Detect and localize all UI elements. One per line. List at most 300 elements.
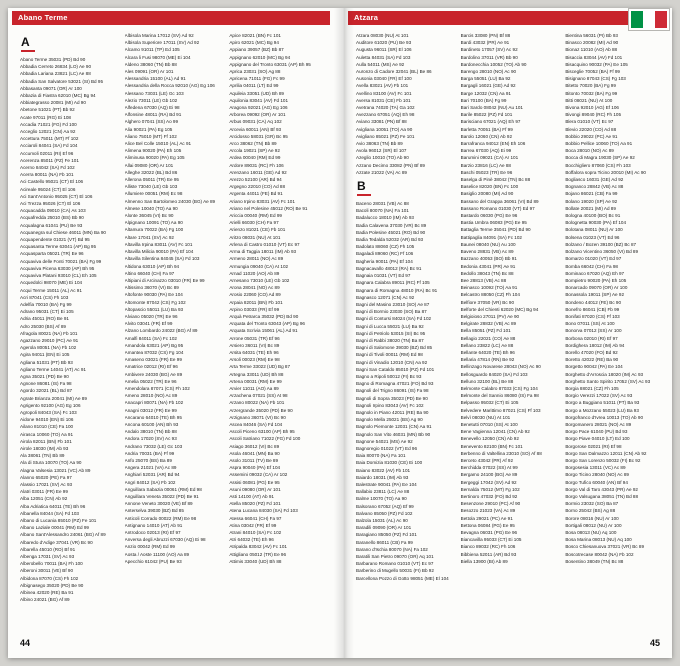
directory-entry: Alberoni 30011 (VE) Bf 90: [20, 568, 74, 574]
directory-entry: Avezzano 67051 (AQ) Eh 98: [356, 112, 415, 118]
directory-entry: Alpignano 10091 (TO) Aa 90: [124, 220, 183, 226]
directory-entry: Bisacquino 90032 (PA) Ee 105: [565, 61, 628, 67]
directory-entry: Beinasco 10092 (TO) Aa 91: [460, 285, 518, 291]
directory-entry: Aragona 92021 (AG) Eg 106: [229, 105, 288, 111]
directory-entry: Appignano del Tronto 63031 (AP) Bh 95: [229, 61, 311, 67]
directory-entry: Ascoli Piceno 63100 (AP) Bh 95: [229, 429, 295, 435]
directory-entry: Boca 28010 (NO) Ac 89: [565, 148, 614, 154]
directory-entry: Baiano 83022 (AV) Fb 101: [356, 467, 411, 473]
directory-entry: Bollate 20021 (MI) Ad 89: [565, 205, 616, 211]
directory-entry: Ballabio 23811 (LC) Ae 88: [356, 489, 410, 495]
directory-entry: Bagnolo in Piano 42011 (RE) Ba 90: [356, 409, 429, 415]
directory-entry: Acceglio 12021 (CN) Aa 92: [20, 129, 76, 135]
directory-entry: Andria 70031 (BA) Ff 99: [124, 450, 175, 456]
directory-entry: Adrano 95031 (CT) Ei 105: [20, 309, 74, 315]
directory-entry: Borgia 88021 (CZ) Fh 105: [565, 385, 619, 391]
directory-entry: Atri 64032 (TE) Eh 96: [229, 537, 274, 543]
directory-entry: Azeglio 10010 (TO) Ab 90: [356, 155, 409, 161]
directory-entry: Amandola 63021 (AP) Bg 95: [124, 342, 184, 348]
directory-entry: Arpino 03033 (FR) Ef 99: [229, 306, 280, 312]
directory-entry: Adria 45011 (RO) Be 91: [20, 316, 69, 322]
directory-entry: Bedollo 38043 (TN) Bc 88: [460, 270, 514, 276]
directory-entry: Agropoli 84043 (SA) Fc 103: [20, 409, 77, 415]
right-column-3: [565, 32, 662, 632]
directory-entry: Acciaroli 84041 (SA) Fd 104: [20, 143, 78, 149]
directory-entry: Ailano 81010 (CE) Fa 100: [20, 424, 74, 430]
directory-entry: Borgo a Mozzano 55023 (LU) Ba 93: [565, 407, 639, 413]
directory-entry: Arcola 19021 (SP) Ae 92: [229, 148, 280, 154]
directory-entry: Agnone 86081 (IS) Fa 98: [20, 381, 72, 387]
directory-entry: Bee 28813 (VB) Ac 88: [460, 277, 507, 283]
directory-entry: Bagnacavallo 48012 (RA) Bc 91: [356, 265, 422, 271]
directory-entry: Arta Terme 33022 (UD) Bg 87: [229, 364, 291, 370]
directory-entry: Altofonte 90030 (PA) Ee 104: [124, 292, 183, 298]
directory-entry: Andalo 38010 (TN) Bb 88: [124, 429, 177, 435]
directory-entry: Barberino di Mugello 50031 (FI) Bb 92: [356, 568, 434, 574]
directory-entry: Borgorose 02021 (RI) Ef 98: [565, 443, 622, 449]
directory-entry: Altomonte 87042 (CS) Fg 102: [124, 299, 186, 305]
directory-entry: Alliste 73040 (LE) Gb 103: [124, 184, 178, 190]
directory-entry: Bagni di Contursi 84024 (SA) Fd 102: [356, 316, 432, 322]
directory-entry: Ariano Irpino 83031 (AV) Fc 101: [229, 198, 295, 204]
directory-entry: Aci Castello 95021 (CT) El 106: [20, 179, 84, 185]
directory-entry: Agira 94011 (EN) Ei 105: [20, 352, 70, 358]
directory-entry: Bolotana 08011 (NU) Ar 100: [565, 227, 623, 233]
directory-entry: Airole 18030 (IM) Ab 93: [20, 445, 69, 451]
directory-entry: Accumoli 02011 (RI) Ef 96: [20, 150, 74, 156]
directory-entry: Arnad 11020 (AO) Ab 89: [229, 270, 280, 276]
right-page-number: 45: [649, 638, 660, 648]
left-column-1: [20, 32, 117, 632]
directory-entry: Abbiategrasso 20081 (MI) Ad 90: [20, 100, 86, 106]
directory-entry: Arco 38062 (TN) Bb 89: [229, 141, 277, 147]
directory-entry: Altamura 70022 (BA) Fg 100: [124, 227, 184, 233]
directory-entry: Asiago 36012 (VI) Bc 89: [229, 443, 280, 449]
directory-entry: Bomarzo 01020 (VT) Ed 97: [565, 256, 622, 262]
directory-entry: Acerenza 85011 (PZ) Fe 101: [20, 157, 79, 163]
directory-entry: Aprilia 04011 (LT) Ed 99: [229, 83, 279, 89]
directory-entry: Airola 82011 (BN) Fb 101: [20, 438, 72, 444]
directory-entry: Assemini 09032 (CA) Ar 102: [229, 472, 288, 478]
directory-entry: Arpaia 82011 (BN) Fb 101: [229, 299, 283, 305]
directory-entry: Bocca di Magra 19030 (SP) Ae 92: [565, 155, 635, 161]
directory-entry: Bagnoli di Sopra 35023 (PD) Be 90: [356, 395, 428, 401]
directory-entry: Baia 80070 (NA) Fa 101: [356, 453, 406, 459]
flag-green-stripe: [631, 11, 643, 28]
directory-entry: Ala 38061 (TN) Bb 89: [20, 453, 65, 459]
directory-entry: Boscotrecase 80042 (NA) Fb 102: [565, 551, 634, 557]
directory-entry: Arosio 22060 (CO) Ad 89: [229, 292, 281, 298]
directory-entry: Borgio Verezzi 17022 (SV) Ac 93: [565, 393, 633, 399]
directory-entry: Acqui Terme 15011 (AL) Ac 91: [20, 287, 82, 293]
directory-entry: Antrodoco 02013 (RI) Ef 97: [124, 530, 181, 536]
directory-entry: Albidona 87070 (CS) Fh 102: [20, 575, 79, 581]
directory-entry: Argenta 44011 (FE) Bd 91: [229, 191, 283, 197]
directory-entry: Balsorano 67052 (AQ) Ef 99: [356, 503, 414, 509]
directory-entry: Bevagna 06031 (PG) Ee 96: [460, 530, 518, 536]
directory-entry: Bene Vagienna 12041 (CN) Ab 92: [460, 429, 530, 435]
directory-entry: Aspra 90040 (PA) Ef 104: [229, 465, 281, 471]
directory-entry: Accadia 71021 (FG) Fd 100: [20, 121, 77, 127]
directory-entry: Albinea 42020 (RE) Ba 91: [20, 590, 74, 596]
directory-entry: Benevello 12050 (CN) Ab 92: [460, 436, 519, 442]
right-column-2: [461, 32, 558, 632]
directory-entry: Agrate Brianza 20041 (MI) Ae 89: [20, 395, 87, 401]
directory-entry: Bagno di Romagna 47021 (FO) Bd 93: [356, 381, 434, 387]
directory-entry: Bagni del Masino 23010 (SO) Ae 87: [356, 301, 430, 307]
directory-entry: Apiro 62021 (MC) Bg 94: [229, 40, 279, 46]
directory-entry: Anterselva 39030 (BZ) Bd 85: [124, 508, 184, 514]
directory-entry: Apice 82021 (BN) Fc 101: [229, 33, 281, 38]
directory-entry: Bomba 66042 (CH) Fa 98: [565, 263, 618, 269]
directory-entry: Barzio 23816 (LC) Ae 88: [460, 162, 511, 168]
directory-entry: Bari Sardo 08042 (NU) Au 101: [460, 105, 523, 111]
directory-entry: Bondeno 44012 (FE) Bc 90: [565, 299, 622, 305]
directory-entry: Bolognetta 90030 (PA) Ef 104: [565, 220, 627, 226]
directory-entry: Arienzo 81021 (CE) Fb 101: [229, 227, 286, 233]
directory-entry: Balzola 15031 (AL) Ac 90: [356, 518, 408, 523]
directory-entry: Barga 55051 (LU) Ba 92: [460, 76, 511, 82]
directory-entry: Appignano 62010 (MC) Bg 94: [229, 54, 291, 60]
directory-entry: Borgo San Dalmazzo 12011 (CN) Ab 92: [565, 450, 647, 456]
directory-entry: Alvito 03041 (FR) Ef 99: [124, 321, 173, 327]
directory-entry: Anfo 25070 (BS) Ba 89: [124, 457, 172, 463]
directory-entry: Bionaz 11010 (AO) Ab 88: [565, 47, 618, 53]
directory-entry: Bagni di Lucca 55021 (LU) Ba 92: [356, 323, 424, 329]
directory-entry: Albino 24021 (BG) Af 89: [20, 597, 70, 603]
directory-entry: Ardore 89031 (RC) Fh 106: [229, 162, 284, 168]
directory-entry: Barile 85022 (PZ) Fd 101: [460, 112, 513, 118]
directory-entry: Altavilla Silentina 84045 (SA) Fd 103: [124, 256, 200, 262]
directory-entry: Anversa degli Abruzzi 67030 (AQ) Ei 98: [124, 537, 206, 543]
directory-entry: Albano Laziale 00041 (RM) Ed 99: [20, 525, 89, 531]
directory-entry: Anagni 03012 (FR) Ee 99: [124, 407, 177, 413]
directory-entry: Alanno 65020 (PE) Fa 97: [20, 474, 72, 480]
directory-entry: Anghiari 52031 (AR) Bd 94: [124, 472, 180, 478]
directory-entry: Barengo 28010 (NO) Ac 90: [460, 69, 517, 75]
directory-entry: Bibbiena 52011 (AR) Bd 93: [460, 551, 517, 557]
directory-entry: Azzate 21022 (VA) Ac 89: [356, 169, 407, 175]
directory-entry: Biella 13900 (BI) Ab 89: [460, 558, 508, 564]
directory-entry: Anticoli Corrado 00022 (RM) Ee 98: [124, 515, 197, 521]
directory-entry: Agna 35021 (PD) Be 90: [20, 373, 69, 379]
directory-entry: Atripalda 83042 (AV) Fc 101: [229, 544, 287, 550]
directory-entry: Anguillara Sabazia 00061 (RM) Ed 98: [124, 486, 202, 492]
directory-entry: Avigliano 85021 (PZ) Fe 101: [356, 133, 415, 139]
directory-entry: Baveno 28831 (VB) Ac 89: [460, 249, 514, 255]
directory-entry: Bolano 19020 (SP) Ae 92: [565, 198, 618, 204]
directory-entry: Bisaccia 83044 (AV) Fd 101: [565, 54, 623, 60]
directory-entry: Abbadia San Salvatore 53021 (SI) Bd 95: [20, 78, 103, 84]
directory-entry: Amatrice 02012 (RI) Ef 96: [124, 364, 178, 370]
directory-entry: Bergamo 24100 (BG) Ae 89: [460, 472, 518, 478]
directory-entry: Baratili San Pietro 09070 (OR) Aq 101: [356, 554, 434, 560]
directory-entry: Bitetto 70020 (BA) Fg 99: [565, 83, 616, 89]
directory-entry: Acqualagna 61041 (PU) Be 93: [20, 222, 83, 228]
directory-entry: Assisi 06081 (PG) Ee 95: [229, 479, 280, 485]
directory-entry: Ambivere 24030 (BG) Ae 89: [124, 371, 183, 377]
directory-entry: Altavilla Milicia 90010 (PA) Ef 104: [124, 249, 194, 255]
directory-entry: Borghetto Santo Spirito 17052 (SV) Ac 93: [565, 378, 651, 384]
atlas-index-spread: [8, 8, 672, 658]
directory-entry: Aversa 81031 (CE) Fb 101: [356, 97, 411, 103]
directory-entry: Anacapri 80071 (NA) Fb 102: [124, 400, 184, 406]
directory-entry: Bagnoli del Trigno 86091 (IS) Fa 98: [356, 388, 429, 394]
directory-entry: Amalfi 84011 (SA) Fc 102: [124, 335, 177, 341]
directory-entry: Atzara 08030 (NU) At 101: [356, 33, 409, 38]
directory-entry: Arbus 09031 (CA) Aq 102: [229, 119, 282, 125]
directory-entry: Alzano Lombardo 24022 (BG) Af 89: [124, 328, 198, 334]
directory-entry: Alleghe 32022 (BL) Bd 86: [124, 169, 178, 175]
left-page-number: 44: [20, 638, 31, 648]
directory-entry: Bellagio 22021 (CO) Ae 88: [460, 335, 516, 341]
directory-entry: Alonte 36045 (VI) Bc 90: [124, 213, 174, 219]
directory-entry: Arzignano 36071 (VI) Bc 90: [229, 414, 286, 420]
directory-entry: Bosa 08013 (NU) Aq 100: [565, 530, 617, 536]
directory-entry: Argegno 22010 (CO) Ad 88: [229, 184, 286, 190]
directory-entry: Attigliano 05012 (TR) Ee 96: [229, 551, 287, 557]
directory-entry: Bagnolo Mella 25021 (BS) Ag 90: [356, 417, 423, 423]
directory-entry: Baunei 08040 (NU) Au 100: [460, 241, 516, 247]
directory-entry: Altavilla Irpina 83011 (AV) Fc 101: [124, 241, 193, 247]
directory-entry: Abbazia di Fiastra 62010 (MC) Bg 94: [20, 93, 96, 99]
directory-entry: Borgetto 90042 (PA) Ee 104: [565, 364, 623, 370]
directory-entry: Bernalda 75012 (MT) Fg 102: [460, 486, 520, 492]
directory-entry: Bobbio Pellice 10060 (TO) Aa 91: [565, 141, 633, 147]
directory-entry: Berchidda 07022 (SS) At 99: [460, 465, 518, 471]
directory-entry: Armungia 09040 (CA) At 102: [229, 263, 289, 269]
directory-entry: Barrafranca 94012 (EN) Eh 106: [460, 141, 526, 147]
directory-entry: Armeno 28011 (NO) Ac 89: [229, 256, 284, 262]
directory-entry: Asolo 31011 (TV) Be 89: [229, 457, 279, 463]
directory-entry: Arzergrande 35020 (PD) Be 90: [229, 407, 293, 413]
directory-entry: Alcamo 91011 (TP) Ed 105: [124, 47, 180, 53]
directory-entry: Arzano 80022 (NA) Fb 101: [229, 400, 285, 406]
directory-entry: Arielli 66030 (CH) Fa 97: [229, 220, 279, 226]
directory-entry: Barumini 09021 (CA) Ar 101: [460, 155, 519, 161]
directory-entry: Apecchio 61042 (PU) Be 93: [124, 558, 182, 564]
directory-entry: Belgirate 28832 (VB) Ac 89: [460, 321, 517, 327]
directory-entry: Bonarcado 09070 (OR) Ar 100: [565, 285, 628, 291]
directory-entry: Bagni di Bormio 23030 (SO) Ba 87: [356, 309, 427, 315]
directory-entry: Biancavilla 95033 (CT) Ei 105: [460, 537, 522, 543]
directory-entry: Ala di Stura 10070 (TO) Aa 90: [20, 460, 82, 466]
directory-entry: Almese 10040 (TO) Aa 90: [124, 205, 178, 211]
directory-entry: Borgo Valsugana 38051 (TN) Bd 88: [565, 494, 639, 499]
directory-entry: Bono 07011 (SS) At 100: [565, 321, 615, 327]
directory-entry: Bortigali 08012 (NU) Ar 100: [565, 522, 622, 528]
directory-entry: Adelfia 70010 (BA) Fg 99: [20, 301, 72, 307]
directory-entry: Ariano nel Polesine 45012 (RO) Be 91: [229, 205, 308, 211]
directory-entry: Alessandria 15100 (AL) Ad 91: [124, 76, 186, 82]
directory-entry: Arlena di Castro 01010 (VT) Ec 97: [229, 241, 300, 247]
directory-entry: Allai 09080 (OR) Ar 101: [124, 162, 174, 168]
directory-entry: Bagnolo Piemonte 12031 (CN) Aa 91: [356, 424, 432, 430]
directory-entry: Albisola Superiore 17011 (SV) Ad 92: [124, 40, 200, 46]
directory-entry: Borello 47020 (FO) Bd 92: [565, 349, 618, 355]
directory-entry: Baia Domizia 81030 (CE) Ei 100: [356, 460, 423, 466]
directory-entry: Afragola 80021 (NA) Fb 101: [20, 330, 78, 336]
directory-entry: Acate 97011 (RG) Ei 108: [20, 114, 71, 120]
directory-entry: Bedonia 43041 (PR) Ae 91: [460, 263, 516, 269]
directory-entry: Atrani 84010 (SA) Fc 102: [229, 530, 282, 536]
directory-entry: Agrigento 92100 (AG) Eg 106: [20, 402, 81, 408]
directory-entry: Anzio 00042 (RM) Ed 99: [124, 544, 175, 550]
directory-entry: Boretto 42022 (RE) Ba 90: [565, 357, 619, 363]
directory-entry: Badolato 88060 (CZ) Fh 105: [356, 244, 415, 250]
directory-entry: Bastardo 06030 (PG) Ee 96: [460, 213, 518, 219]
directory-entry: Baiardo 18031 (IM) Ab 93: [356, 474, 409, 480]
directory-entry: Bosco Chiesanuova 37021 (VR) Bc 89: [565, 544, 644, 550]
directory-entry: Ariccia 00040 (RM) Ed 99: [229, 213, 282, 219]
directory-entry: Bosa Marina 08013 (NU) Aq 100: [565, 537, 632, 543]
directory-entry: Basiglio 20080 (MI) Ad 90: [460, 191, 514, 197]
directory-entry: Altopascio 55011 (LU) Ba 93: [124, 306, 184, 312]
directory-entry: Amelia 05022 (TR) Ee 96: [124, 378, 177, 384]
directory-entry: Balvano 85050 (PZ) Fd 102: [356, 510, 413, 516]
directory-entry: Amantea 87032 (CS) Fg 104: [124, 349, 184, 355]
directory-entry: Badia Calavena 37030 (VR) Bc 89: [356, 222, 427, 228]
directory-entry: Altidona 63010 (AP) Bh 94: [124, 263, 180, 269]
directory-entry: Bazzano 40053 (BO) Bb 91: [460, 256, 517, 262]
directory-entry: Bettona 06084 (PG) Ee 95: [460, 522, 515, 528]
directory-entry: Bergeggi 17042 (SV) Ad 92: [460, 479, 517, 485]
directory-entry: Bagheria 90011 (PA) Ef 104: [356, 258, 413, 264]
directory-entry: Badalucco 18010 (IM) Ab 93: [356, 215, 414, 221]
directory-entry: Bagni di Tivoli 00011 (RM) Ed 98: [356, 352, 423, 358]
directory-entry: Acerra 80011 (NA) Fb 101: [20, 172, 74, 178]
directory-entry: Aliminusa 90020 (PA) Eg 105: [124, 155, 185, 161]
directory-entry: Borgosesia 13011 (VC) Ac 89: [565, 465, 626, 471]
directory-entry: Baselice 82020 (BN) Fc 100: [460, 184, 519, 190]
directory-entry: Bobbio 29022 (PC) Ae 91: [565, 133, 618, 139]
directory-entry: Borore 08016 (NU) Ar 100: [565, 515, 619, 521]
directory-entry: Badia Tedalda 52032 (AR) Bd 93: [356, 237, 424, 243]
directory-entry: Borgo Val di Taro 43043 (PR) Ae 92: [565, 486, 638, 492]
directory-entry: Agazzano 29010 (PC) Ae 91: [20, 337, 79, 343]
directory-entry: Bari 70100 (BA) Fg 99: [460, 97, 507, 103]
directory-entry: Bonefro 86041 (CB) Fb 99: [565, 306, 620, 312]
directory-entry: Aquilonia 83041 (AV) Fd 101: [229, 97, 288, 103]
directory-entry: Auronzo di Cadore 32041 (BL) Be 86: [356, 69, 432, 75]
directory-entry: Bagno a Ripoli 50012 (FI) Bc 93: [356, 373, 422, 379]
directory-entry: Arcevia 60011 (AN) Bf 93: [229, 126, 282, 132]
directory-entry: Borgo Pace 61040 (PU) Bd 93: [565, 429, 628, 435]
directory-entry: Atina 03042 (FR) Ef 99: [229, 522, 277, 528]
directory-entry: Airasca 10060 (TO) Aa 91: [20, 431, 74, 437]
directory-entry: Belmonte del Sannio 86080 (IS) Fa 98: [460, 393, 539, 399]
directory-entry: Bagni di Salomone 39030 (BZ) Bd 85: [356, 345, 433, 351]
directory-entry: Acri 87041 (CS) Fh 103: [20, 294, 69, 300]
directory-entry: Blera 01010 (VT) Ec 97: [565, 119, 614, 125]
right-page-header-title: Atzara: [354, 13, 379, 22]
directory-entry: Bosentino 38049 (TN) Bc 88: [565, 558, 624, 564]
directory-entry: Auditore 61020 (PU) Be 93: [356, 40, 412, 46]
directory-entry: Asola 46041 (MN) Ba 90: [229, 450, 280, 456]
directory-entry: Alessandria della Rocca 92010 (AG) Eg 106: [124, 83, 215, 89]
directory-entry: Ancarano 64010 (TE) Bh 95: [124, 414, 182, 420]
directory-entry: Aldeno 38060 (TN) Bb 88: [124, 61, 177, 67]
directory-entry: Belforte del Chienti 62020 (MC) Bg 94: [460, 306, 539, 312]
flag-red-stripe: [655, 11, 667, 28]
directory-entry: Aci Trezza 95026 (CT) El 106: [20, 201, 81, 207]
directory-entry: Barisciano 67021 (AQ) Eh 97: [460, 119, 521, 125]
directory-entry: Bagni San Cataldo 85010 (PZ) Fd 101: [356, 366, 435, 372]
directory-entry: Borgo Tufico 60040 (AN) Bf 94: [565, 479, 628, 485]
directory-entry: Aidone 94010 (EN) Ei 106: [20, 417, 74, 423]
directory-entry: Battipaglia 84091 (SA) Fc 102: [460, 234, 522, 240]
directory-entry: Bientina 56031 (PI) Bb 93: [565, 33, 618, 38]
directory-entry: Altare 17041 (SV) Ac 92: [124, 234, 174, 240]
directory-entry: Albanella 84044 (SA) Fd 103: [20, 510, 79, 516]
directory-entry: Atena Lucana 84030 (SA) Fd 103: [229, 508, 298, 514]
directory-entry: Ascoli Satriano 71022 (FG) Fd 100: [229, 436, 301, 442]
directory-entry: Borgofranco d'Ivrea 10013 (TO) Ab 90: [565, 414, 643, 420]
directory-entry: Aquileia 33051 (UD) Bh 89: [229, 90, 284, 96]
directory-entry: Bojano 86021 (CB) Fa 99: [565, 191, 618, 197]
directory-entry: Bardonecchia 10052 (TO) Ab 90: [460, 61, 527, 67]
directory-entry: Abano Terme 35031 (PD) Bd 90: [20, 57, 86, 62]
directory-entry: Abbasanta 09071 (OR) Ar 100: [20, 85, 82, 91]
directory-entry: Albarella 45010 (RO) Bf 91: [20, 546, 76, 552]
directory-entry: Acerno 84042 (SA) Fd 102: [20, 165, 75, 171]
directory-entry: Belgioioso 27011 (PV) Ae 90: [460, 313, 520, 319]
directory-entry: Belmonte Calabro 87033 (CS) Fg 104: [460, 385, 538, 391]
directory-entry: Bivongi 89040 (RC) Fh 105: [565, 112, 622, 118]
directory-entry: Attimis 33040 (UD) Bh 88: [229, 558, 282, 564]
directory-entry: Arquà Petrarca 35032 (PD) Bd 90: [229, 313, 299, 319]
directory-entry: Benetutti 07010 (SS) At 100: [460, 421, 518, 427]
directory-entry: Belvì 08030 (NU) At 101: [460, 414, 511, 420]
directory-entry: Abbadia Cerreto 26834 (LO) Ae 90: [20, 64, 91, 70]
directory-entry: Bellinzago Novarese 28043 (NO) Ac 90: [460, 364, 541, 370]
directory-entry: Bardolino 37011 (VR) Bb 90: [460, 54, 518, 60]
directory-entry: Arcidosso 58031 (GR) Bc 95: [229, 133, 288, 139]
directory-entry: Bagaladi 89060 (RC) Ff 106: [356, 251, 414, 257]
directory-entry: Allumiere 00051 (RM) Ec 98: [124, 191, 183, 197]
directory-entry: Berceto 43042 (PR) Af 92: [460, 457, 514, 463]
directory-entry: Bisceglie 70052 (BA) Ff 99: [565, 69, 620, 75]
directory-entry: Bagnara di Romagna 48010 (RA) Bc 91: [356, 287, 438, 293]
directory-entry: Agliano Terme 14041 (AT) Ac 91: [20, 366, 86, 372]
directory-entry: Alcara li Fusi 98070 (ME) Ei 104: [124, 54, 191, 60]
directory-entry: Bordighera 18012 (IM) Ab 94: [565, 342, 625, 348]
directory-entry: Arona 28041 (NO) Ac 89: [229, 285, 280, 291]
directory-entry: Boffalora sopra Ticino 20010 (MI) Ac 90: [565, 169, 646, 175]
directory-entry: Aritzo 08031 (NU) At 101: [229, 234, 281, 240]
directory-entry: Atella 85020 (PZ) Fd 101: [229, 501, 281, 507]
directory-entry: Besozzo 21023 (VA) Ac 89: [460, 508, 516, 514]
directory-entry: Bellano 23822 (LC) Ae 88: [460, 342, 514, 348]
directory-entry: Asuni 09080 (OR) Ar 101: [229, 486, 281, 492]
directory-entry: Berbenno di Valtellina 23010 (SO) Af 88: [460, 450, 542, 456]
directory-entry: Ausonia 03040 (FR) Ef 100: [356, 76, 412, 82]
directory-entry: Alatri 03011 (FR) Ee 99: [20, 489, 68, 495]
directory-entry: Bormio 23032 (SO) Ba 87: [565, 501, 619, 507]
directory-entry: Alghero 07041 (SS) Ao 99: [124, 119, 179, 125]
directory-entry: Azzano Decimo 33082 (PN) Bf 89: [356, 162, 425, 168]
directory-entry: Acquaviva Platani 93010 (CL) Eh 105: [20, 273, 97, 279]
directory-entry: Acquafredda 25010 (BS) Bb 90: [20, 215, 84, 221]
directory-entry: Avetrana 74020 (TA) Ga 102: [356, 105, 415, 111]
directory-entry: Arborea 09092 (OR) Ar 101: [229, 112, 286, 118]
directory-entry: Avellino 83100 (AV) Fc 101: [356, 90, 412, 96]
directory-entry: Bonassola 19011 (SP) Ae 92: [565, 292, 624, 298]
directory-entry: Albenga 17031 (SV) Ac 93: [20, 554, 75, 560]
directory-entry: Acquaviva delle Fonti 70021 (BA) Fg 99: [20, 258, 102, 264]
directory-entry: Bella 85051 (PZ) Fd 101: [460, 328, 511, 334]
directory-entry: Baceno 28031 (VB) Ac 88: [356, 201, 409, 207]
